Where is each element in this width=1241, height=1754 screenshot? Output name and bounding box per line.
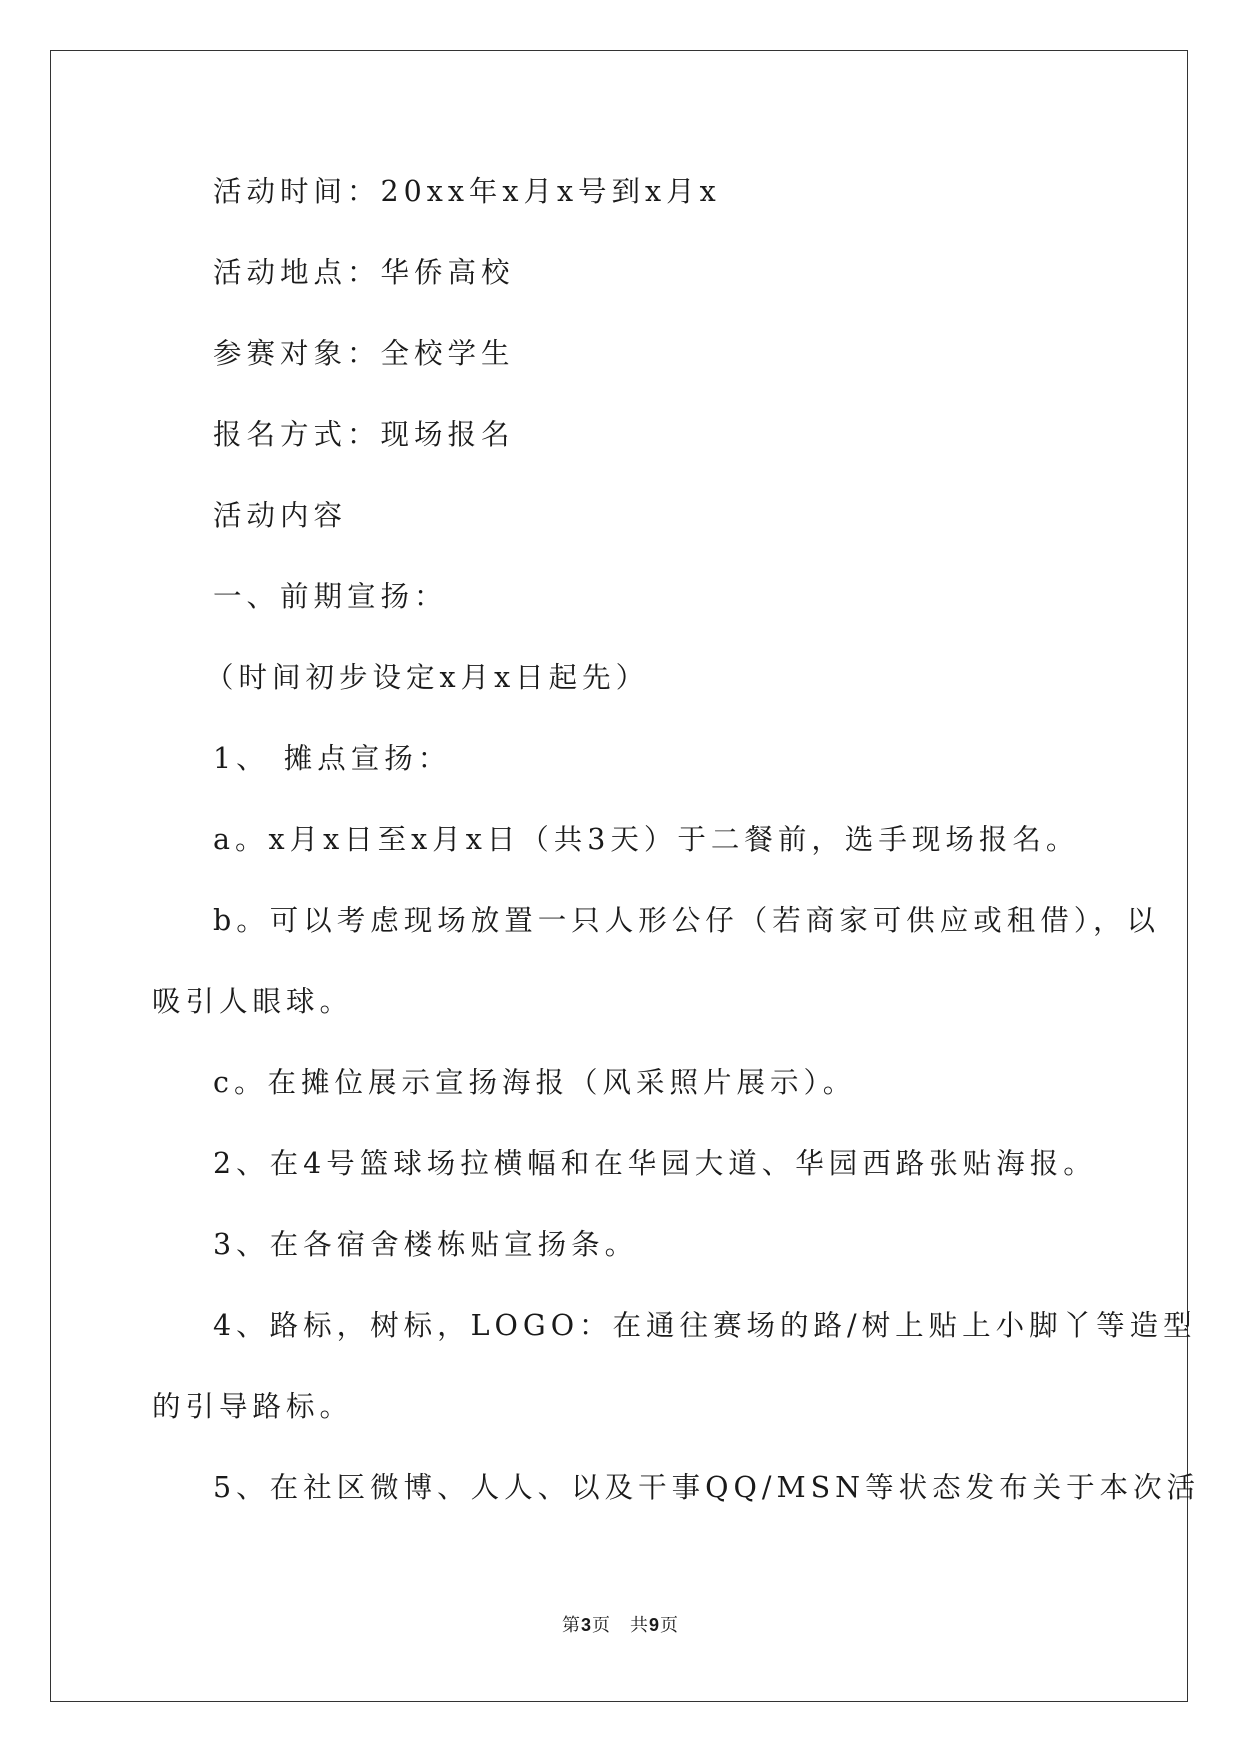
text-line: 活动地点：华侨高校: [213, 256, 515, 289]
text-line: 报名方式：现场报名: [213, 418, 515, 451]
page-border: [50, 50, 1188, 1702]
text-line: 活动时间：20xx年x月x号到x月x: [213, 175, 721, 208]
footer-page-number: 3: [580, 1615, 592, 1635]
text-line: 4、路标，树标，LOGO：在通往赛场的路/树上贴上小脚丫等造型: [213, 1309, 1197, 1342]
text-line: （时间初步设定x月x日起先）: [205, 661, 650, 694]
text-line: a。x月x日至x月x日（共3天）于二餐前，选手现场报名。: [213, 823, 1080, 856]
text-line: 5、在社区微博、人人、以及干事QQ/MSN等状态发布关于本次活: [213, 1471, 1201, 1504]
footer-suffix: 页: [660, 1615, 680, 1636]
footer-total-pages: 9: [649, 1615, 661, 1635]
text-line: c。在摊位展示宣扬海报（风采照片展示）。: [213, 1066, 857, 1099]
page-footer: [0, 1611, 1241, 1637]
text-line: b。可以考虑现场放置一只人形公仔（若商家可供应或租借），以: [213, 904, 1160, 937]
text-line: 3、在各宿舍楼栋贴宣扬条。: [213, 1228, 639, 1261]
text-line: 的引导路标。: [152, 1390, 354, 1423]
text-line: 活动内容: [213, 499, 348, 532]
footer-middle: 页 共: [592, 1615, 649, 1636]
text-line: 吸引人眼球。: [152, 985, 354, 1018]
text-line: 1、 摊点宣扬：: [213, 742, 452, 775]
text-line: 2、在4号篮球场拉横幅和在华园大道、华园西路张贴海报。: [213, 1147, 1097, 1180]
text-line: 参赛对象：全校学生: [213, 337, 515, 370]
footer-prefix: 第: [561, 1615, 581, 1636]
text-line: 一、前期宣扬：: [213, 580, 448, 613]
